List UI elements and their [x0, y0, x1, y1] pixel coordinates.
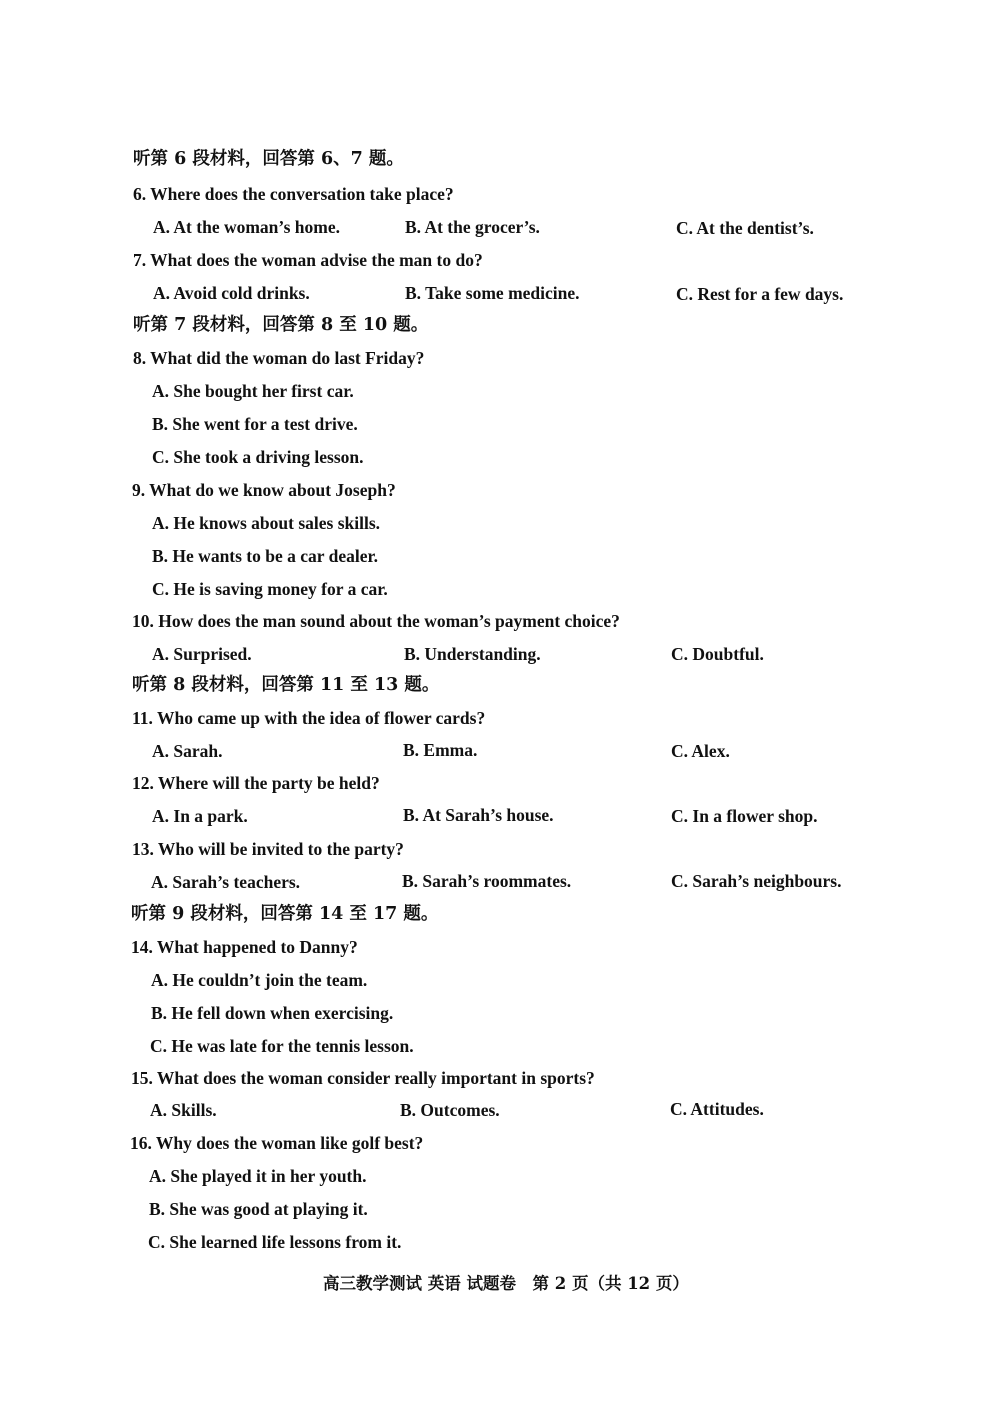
option-c: C. Attitudes. — [670, 1099, 764, 1119]
option-a: A. At the woman’s home. — [153, 217, 340, 237]
option-c: C. Doubtful. — [671, 644, 764, 664]
option-b: B. He fell down when exercising. — [151, 1003, 394, 1023]
question-stem: 9. What do we know about Joseph? — [132, 480, 396, 500]
option-c: C. Rest for a few days. — [676, 284, 844, 304]
option-c: C. He is saving money for a car. — [152, 579, 388, 599]
question-stem: 16. Why does the woman like golf best? — [130, 1133, 424, 1153]
option-b: B. She was good at playing it. — [149, 1199, 368, 1219]
question-stem: 8. What did the woman do last Friday? — [133, 348, 425, 368]
option-c: C. He was late for the tennis lesson. — [150, 1036, 414, 1056]
option-a: A. He couldn’t join the team. — [151, 970, 368, 990]
option-a: A. She played it in her youth. — [149, 1166, 367, 1186]
option-b: B. She went for a test drive. — [152, 414, 358, 434]
option-a: A. In a park. — [152, 806, 248, 826]
option-b: B. Sarah’s roommates. — [402, 871, 572, 891]
page-footer: 高三教学测试 英语 试题卷 第 2 页（共 12 页） — [323, 1274, 689, 1293]
option-c: C. At the dentist’s. — [676, 218, 814, 238]
option-b: B. At Sarah’s house. — [403, 805, 554, 825]
section-heading: 听第 6 段材料，回答第 6、7 题。 — [133, 149, 404, 169]
option-a: A. Sarah. — [152, 741, 223, 761]
option-c: C. Alex. — [671, 741, 730, 761]
option-b: B. Emma. — [403, 740, 478, 760]
option-b: B. Take some medicine. — [405, 283, 580, 303]
question-stem: 12. Where will the party be held? — [132, 773, 380, 793]
option-b: B. Outcomes. — [400, 1100, 500, 1120]
section-heading: 听第 9 段材料，回答第 14 至 17 题。 — [131, 904, 439, 924]
option-b: B. Understanding. — [404, 644, 541, 664]
option-a: A. Surprised. — [152, 644, 252, 664]
option-c: C. Sarah’s neighbours. — [671, 871, 842, 891]
question-stem: 11. Who came up with the idea of flower cards? — [132, 708, 486, 728]
option-b: B. He wants to be a car dealer. — [152, 546, 379, 566]
question-stem: 7. What does the woman advise the man to do? — [133, 250, 483, 270]
section-heading: 听第 8 段材料，回答第 11 至 13 题。 — [132, 675, 440, 695]
option-a: A. Skills. — [150, 1100, 217, 1120]
question-stem: 10. How does the man sound about the woman’s payment choice? — [132, 611, 620, 631]
option-a: A. Sarah’s teachers. — [151, 872, 301, 892]
option-c: C. In a flower shop. — [671, 806, 818, 826]
option-c: C. She took a driving lesson. — [152, 447, 364, 467]
question-stem: 6. Where does the conversation take place? — [133, 184, 454, 204]
question-stem: 15. What does the woman consider really important in sports? — [131, 1068, 595, 1088]
option-b: B. At the grocer’s. — [405, 217, 540, 237]
section-heading: 听第 7 段材料，回答第 8 至 10 题。 — [133, 315, 429, 335]
option-a: A. Avoid cold drinks. — [153, 283, 310, 303]
option-a: A. He knows about sales skills. — [152, 513, 381, 533]
option-c: C. She learned life lessons from it. — [148, 1232, 402, 1252]
option-a: A. She bought her first car. — [152, 381, 354, 401]
question-stem: 14. What happened to Danny? — [131, 937, 358, 957]
question-stem: 13. Who will be invited to the party? — [132, 839, 404, 859]
